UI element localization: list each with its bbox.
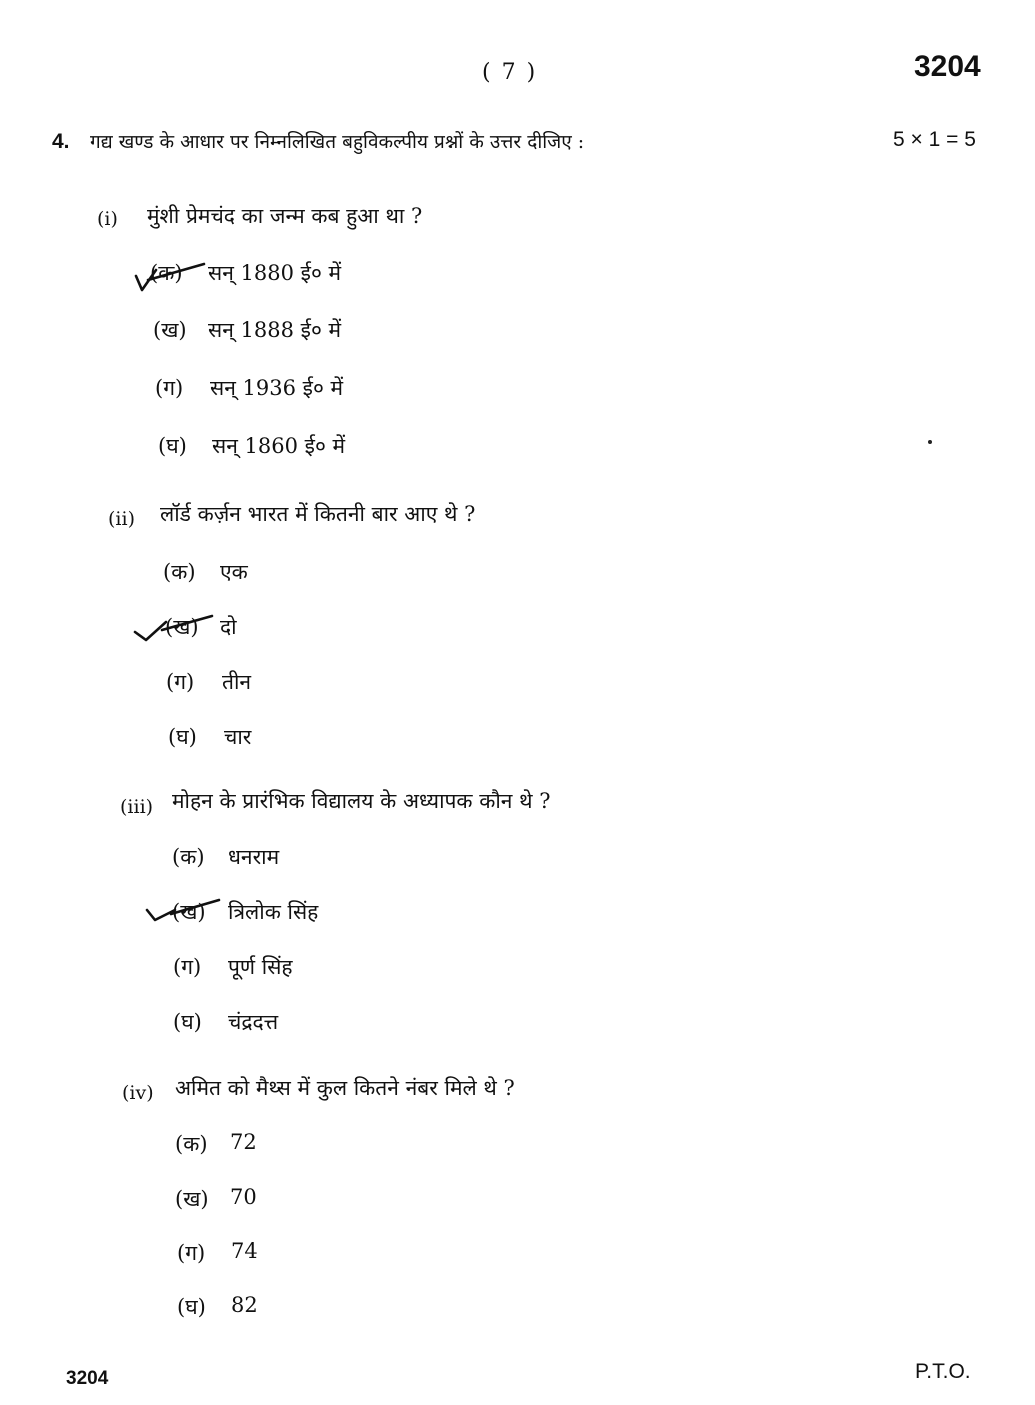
subq3-option-ga-text: पूर्ण सिंह: [228, 955, 293, 979]
footer-paper-code: 3204: [66, 1368, 109, 1389]
check-mark-subq2-icon: [132, 610, 222, 650]
subq1-option-ka-label: (क): [150, 261, 183, 285]
subquestion-1-text: मुंशी प्रेमचंद का जन्म कब हुआ था ?: [147, 204, 423, 228]
subquestion-3-number: (iii): [120, 796, 154, 818]
question-marks: 5 × 1 = 5: [893, 128, 976, 151]
stray-dot: [928, 440, 932, 444]
subq4-option-ga-text: 74: [231, 1239, 258, 1263]
subq3-option-ka-label: (क): [172, 845, 205, 869]
subq2-option-ka-text: एक: [220, 560, 248, 584]
subq3-option-gha-label: (घ): [173, 1010, 202, 1034]
subquestion-4-number: (iv): [122, 1082, 154, 1104]
subq3-option-kha-label: (ख): [172, 900, 206, 924]
subq2-option-gha-text: चार: [224, 725, 252, 749]
subq1-option-ga-text: सन् 1936 ई० में: [210, 376, 344, 400]
subq4-option-ka-label: (क): [175, 1132, 208, 1156]
subquestion-1-number: (i): [97, 208, 118, 230]
subquestion-3-text: मोहन के प्रारंभिक विद्यालय के अध्यापक कौन थे ?: [172, 789, 551, 813]
page-number: ( 7 ): [482, 60, 538, 85]
subq3-option-ga-label: (ग): [173, 955, 202, 979]
subq1-option-gha-label: (घ): [158, 434, 187, 458]
subq4-option-gha-text: 82: [231, 1293, 258, 1317]
subquestion-2-text: लॉर्ड कर्ज़न भारत में कितनी बार आए थे ?: [160, 502, 476, 526]
subquestion-4-text: अमित को मैथ्स में कुल कितने नंबर मिले थे ?: [175, 1076, 515, 1100]
question-number: 4.: [52, 130, 70, 153]
subq4-option-kha-label: (ख): [175, 1187, 209, 1211]
subquestion-2-number: (ii): [108, 508, 135, 530]
subq3-option-ka-text: धनराम: [228, 845, 280, 869]
subq2-option-ga-label: (ग): [166, 670, 195, 694]
subq2-option-kha-label: (ख): [165, 615, 199, 639]
subq2-option-ga-text: तीन: [222, 670, 252, 694]
subq2-option-gha-label: (घ): [168, 725, 197, 749]
subq1-option-kha-label: (ख): [153, 318, 187, 342]
subq4-option-ka-text: 72: [230, 1130, 257, 1154]
subq3-option-kha-text: त्रिलोक सिंह: [228, 900, 319, 924]
subq2-option-ka-label: (क): [163, 560, 196, 584]
subq4-option-kha-text: 70: [230, 1185, 257, 1209]
check-mark-subq1-icon: [132, 258, 222, 298]
subq4-option-gha-label: (घ): [177, 1295, 206, 1319]
subq3-option-gha-text: चंद्रदत्त: [228, 1010, 279, 1034]
footer-pto: P.T.O.: [915, 1360, 971, 1383]
subq4-option-ga-label: (ग): [177, 1241, 206, 1265]
subq1-option-ka-text: सन् 1880 ई० में: [208, 261, 342, 285]
subq1-option-gha-text: सन् 1860 ई० में: [212, 434, 346, 458]
check-mark-subq3-icon: [145, 896, 225, 932]
subq2-option-kha-text: दो: [220, 615, 237, 639]
question-instruction: गद्य खण्ड के आधार पर निम्नलिखित बहुविकल्पीय प्रश्नों के उत्तर दीजिए :: [90, 131, 585, 153]
paper-code-header: 3204: [914, 50, 981, 83]
subq1-option-ga-label: (ग): [155, 376, 184, 400]
subq1-option-kha-text: सन् 1888 ई० में: [208, 318, 342, 342]
